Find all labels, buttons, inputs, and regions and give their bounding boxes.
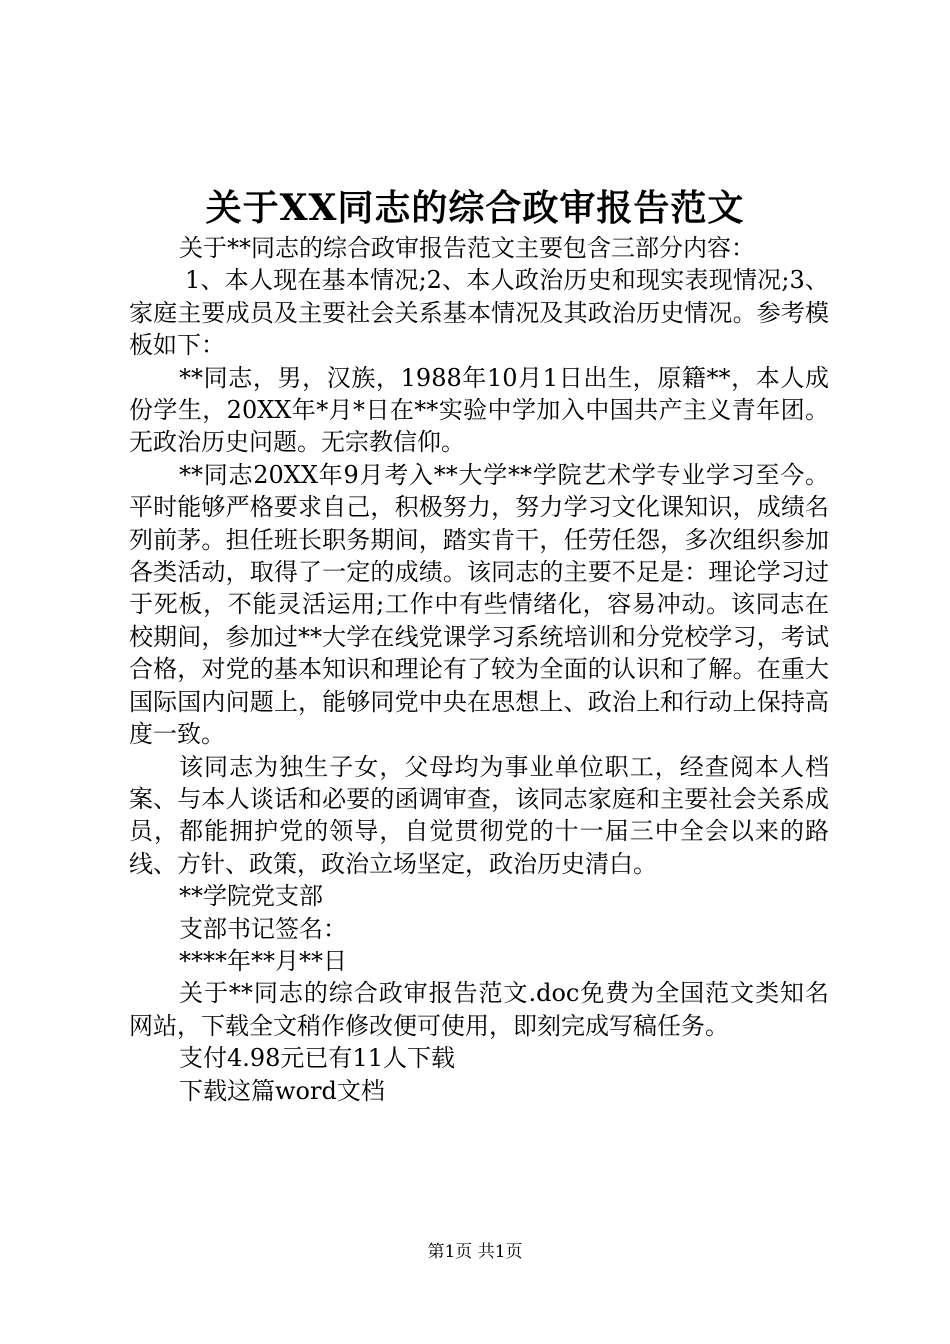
page-footer: 第1页 共1页: [427, 1242, 523, 1262]
performance-paragraph: **同志20XX年9月考入**大学**学院艺术学专业学习至今。平时能够严格要求自己，积极努力，努力学习文化课知识，成绩名列前茅。担任班长职务期间，踏实肯干，任劳任怨，多次组织参加各类活动，取得了一定的成绩。该同志的主要不足是：理论学习过于死板，不能灵活运用;工作中有些情绪化，容易冲动。该同志在校期间，参加过**大学在线党课学习系统培训和分党校学习，考试合格，对党的基本知识和理论有了较为全面的认识和了解。在重大国际国内问题上，能够同党中央在思想上、政治上和行动上保持高度一致。: [129, 460, 829, 749]
contents-paragraph: 1、本人现在基本情况;2、本人政治历史和现实表现情况;3、家庭主要成员及主要社会关系基本情况及其政治历史情况。参考模板如下：: [129, 266, 829, 360]
document-title: 关于XX同志的综合政审报告范文: [205, 187, 745, 229]
basic-info-paragraph: **同志，男，汉族，1988年10月1日出生，原籍**，本人成份学生，20XX年*月*日在**实验中学加入中国共产主义青年团。无政治历史问题。无宗教信仰。: [129, 363, 829, 457]
date-line: ****年**月**日: [179, 946, 347, 975]
intro-paragraph: 关于**同志的综合政审报告范文主要包含三部分内容：: [179, 234, 755, 262]
payment-line: 支付4.98元已有11人下载: [179, 1044, 455, 1073]
download-note-paragraph: 关于**同志的综合政审报告范文.doc免费为全国范文类知名网站，下载全文稍作修改便可使用，即刻完成写稿任务。: [129, 979, 829, 1040]
family-paragraph: 该同志为独生子女，父母均为事业单位职工，经查阅本人档案、与本人谈话和必要的函调审查，该同志家庭和主要社会关系成员，都能拥护党的领导，自觉贯彻党的十一届三中全会以来的路线、方针、政策，政治立场坚定，政治历史清白。: [129, 752, 829, 878]
signature-line: 支部书记签名：: [179, 914, 347, 943]
download-link[interactable]: 下载这篇word文档: [179, 1076, 385, 1105]
party-branch-line: **学院党支部: [179, 882, 323, 911]
document-body: [129, 232, 829, 1107]
